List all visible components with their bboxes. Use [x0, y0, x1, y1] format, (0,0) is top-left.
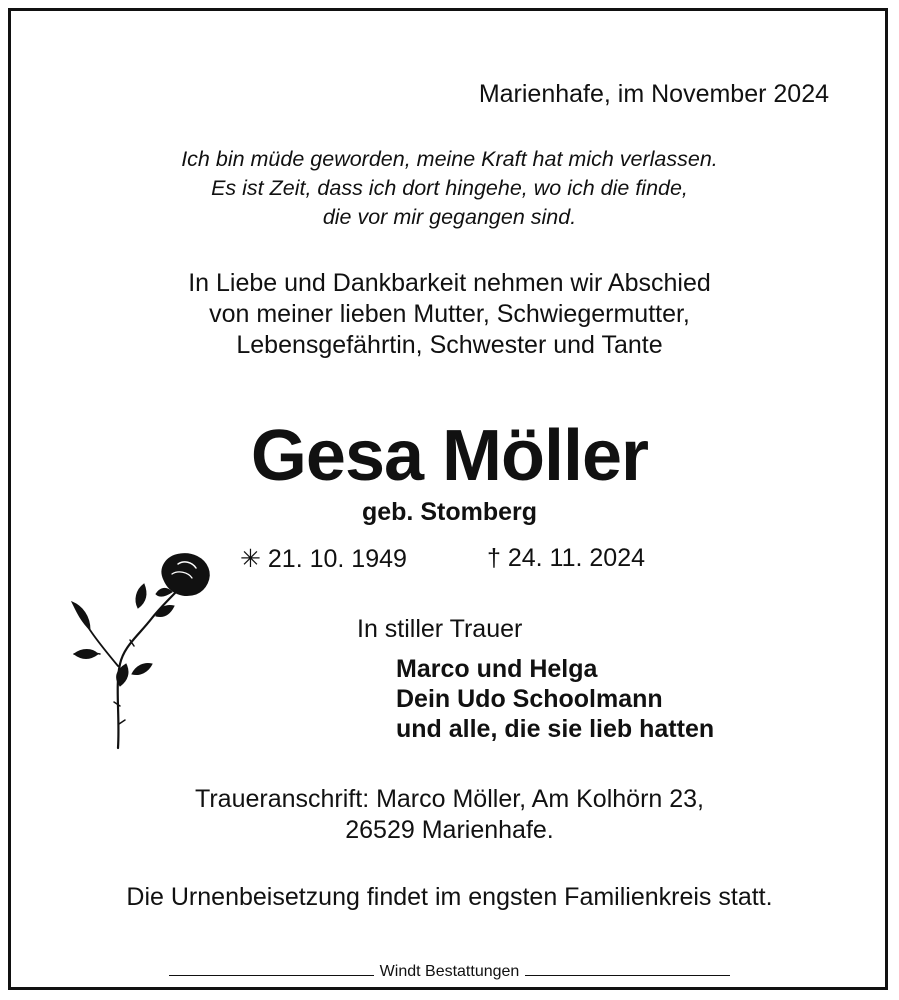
- mourner: und alle, die sie lieb hatten: [396, 715, 715, 743]
- rose-icon: [60, 546, 220, 756]
- mourners-list: [396, 654, 714, 744]
- mourner: Dein Udo Schoolmann: [396, 685, 663, 713]
- address-line: Traueranschrift: Marco Möller, Am Kolhörn 23,: [195, 785, 704, 813]
- intro-line: Lebensgefährtin, Schwester und Tante: [236, 331, 663, 359]
- poem: [0, 145, 899, 232]
- deceased-name: Gesa Möller: [250, 416, 649, 496]
- poem-line: Es ist Zeit, dass ich dort hingehe, wo ich die finde,: [211, 176, 688, 200]
- intro-text: [0, 268, 899, 361]
- footer-rule-right: [525, 975, 730, 976]
- urn-note: Die Urnenbeisetzung findet im engsten Familienkreis statt.: [126, 883, 773, 911]
- birth-name: geb. Stomberg: [361, 498, 537, 526]
- death-date: † 24. 11. 2024: [487, 544, 646, 572]
- intro-line: In Liebe und Dankbarkeit nehmen wir Abschied: [188, 269, 711, 297]
- mourner: Marco und Helga: [396, 655, 598, 683]
- poem-line: die vor mir gegangen sind.: [322, 205, 577, 229]
- address-line: 26529 Marienhafe.: [345, 816, 554, 844]
- birth-date: ✳ 21. 10. 1949: [240, 545, 407, 573]
- poem-line: Ich bin müde geworden, meine Kraft hat mich verlassen.: [181, 147, 718, 171]
- intro-line: von meiner lieben Mutter, Schwiegermutter,: [209, 300, 690, 328]
- undertaker-name: Windt Bestattungen: [379, 963, 520, 980]
- footer-rule-left: [169, 975, 374, 976]
- undertaker-footer: [0, 963, 899, 981]
- place-date: Marienhafe, im November 2024: [478, 80, 829, 108]
- mourning-line: In stiller Trauer: [357, 615, 523, 643]
- mourning-address: [0, 784, 899, 846]
